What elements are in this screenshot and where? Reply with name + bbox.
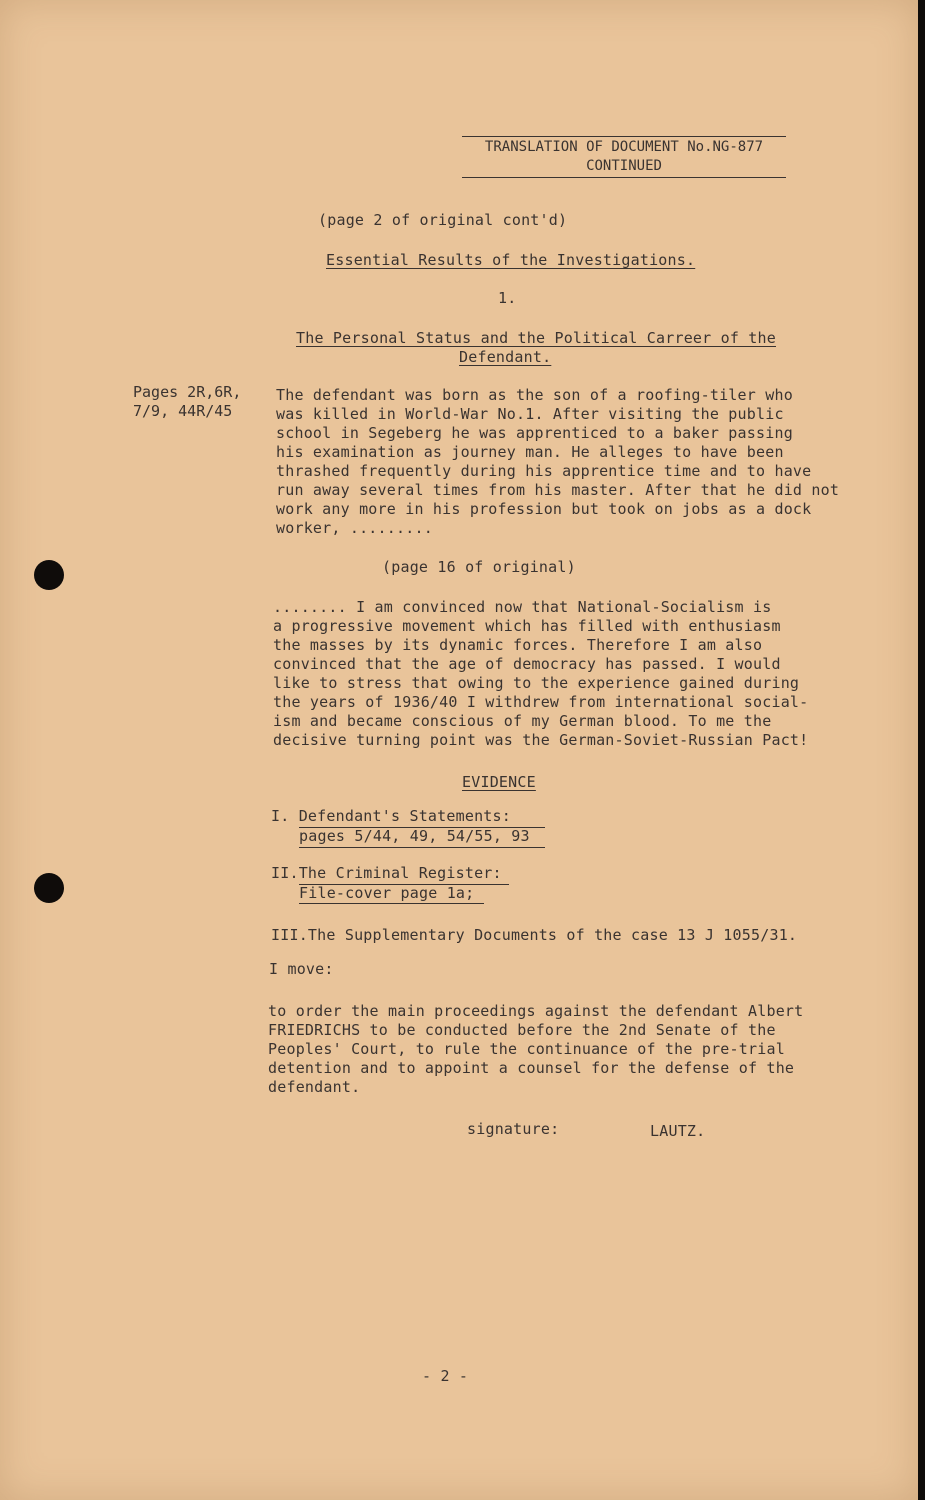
signature-name: LAUTZ. bbox=[650, 1122, 706, 1140]
paragraph-line: to order the main proceedings against the defendant Albert bbox=[268, 1002, 804, 1020]
header-subtitle: CONTINUED bbox=[586, 158, 662, 174]
paragraph-line: ism and became conscious of my German blood. To me the bbox=[273, 712, 772, 730]
page-reference: (page 2 of original cont'd) bbox=[318, 211, 568, 229]
evidence-item-1-detail: pages 5/44, 49, 54/55, 93 bbox=[299, 827, 530, 845]
paragraph-line: his examination as journey man. He alleges to have been bbox=[276, 443, 784, 461]
margin-note bbox=[133, 383, 241, 421]
header-title: TRANSLATION OF DOCUMENT No.NG-877 bbox=[484, 139, 764, 155]
paragraph-line: was killed in World-War No.1. After visiting the public bbox=[276, 405, 784, 423]
motion-paragraph bbox=[268, 1002, 803, 1097]
margin-note-line1: Pages 2R,6R, bbox=[133, 383, 242, 401]
evidence-item-2-detail: File-cover page 1a; bbox=[299, 884, 475, 902]
motion-intro: I move: bbox=[269, 960, 334, 978]
paragraph-line: thrashed frequently during his apprentice time and to have bbox=[276, 462, 812, 480]
evidence-item-1 bbox=[271, 807, 511, 826]
punch-hole bbox=[34, 873, 64, 903]
paragraph-line: defendant. bbox=[268, 1078, 361, 1096]
paragraph-line: decisive turning point was the German-Soviet-Russian Pact! bbox=[273, 731, 809, 749]
paragraph-line: a progressive movement which has filled with enthusiasm bbox=[273, 617, 781, 635]
page-number: - 2 - bbox=[422, 1367, 469, 1385]
document-header bbox=[462, 136, 786, 178]
paragraph-line: ........ I am convinced now that National-Socialism is bbox=[273, 598, 772, 616]
underline bbox=[299, 847, 545, 848]
punch-hole bbox=[34, 560, 64, 590]
evidence-item-label: I. Defendant's Statements: bbox=[271, 807, 511, 825]
signature-label: signature: bbox=[467, 1120, 560, 1138]
paragraph-line: Peoples' Court, to rule the continuance of the pre-trial bbox=[268, 1040, 785, 1058]
underline bbox=[299, 827, 545, 828]
paragraph-line: detention and to appoint a counsel for the defense of the bbox=[268, 1059, 795, 1077]
paragraph-line: convinced that the age of democracy has passed. I would bbox=[273, 655, 781, 673]
section-title: Essential Results of the Investigations. bbox=[326, 251, 696, 269]
paragraph-line: The defendant was born as the son of a roofing-tiler who bbox=[276, 386, 793, 404]
subsection-title-line2: Defendant. bbox=[459, 348, 552, 366]
paragraph-2 bbox=[273, 598, 808, 750]
paragraph-line: run away several times from his master. After that he did not bbox=[276, 481, 840, 499]
evidence-item-2 bbox=[271, 864, 502, 883]
evidence-item-3: III.The Supplementary Documents of the case 13 J 1055/31. bbox=[271, 926, 798, 944]
paragraph-line: worker, ......... bbox=[276, 519, 433, 537]
evidence-item-label: II.The Criminal Register: bbox=[271, 864, 502, 882]
paragraph-line: school in Segeberg he was apprenticed to a baker passing bbox=[276, 424, 793, 442]
underline bbox=[299, 903, 484, 904]
subsection-title-line1: The Personal Status and the Political Carreer of the bbox=[296, 329, 776, 347]
section-number: 1. bbox=[498, 289, 517, 307]
margin-note-line2: 7/9, 44R/45 bbox=[133, 402, 233, 420]
paragraph-line: the masses by its dynamic forces. Therefore I am also bbox=[273, 636, 763, 654]
page-reference: (page 16 of original) bbox=[382, 558, 576, 576]
paragraph-line: the years of 1936/40 I withdrew from international social- bbox=[273, 693, 809, 711]
paragraph-line: work any more in his profession but took on jobs as a dock bbox=[276, 500, 812, 518]
paragraph-line: FRIEDRICHS to be conducted before the 2nd Senate of the bbox=[268, 1021, 776, 1039]
paragraph-line: like to stress that owing to the experience gained during bbox=[273, 674, 800, 692]
evidence-heading: EVIDENCE bbox=[462, 773, 536, 791]
underline bbox=[299, 884, 509, 885]
paragraph-1 bbox=[276, 386, 839, 538]
